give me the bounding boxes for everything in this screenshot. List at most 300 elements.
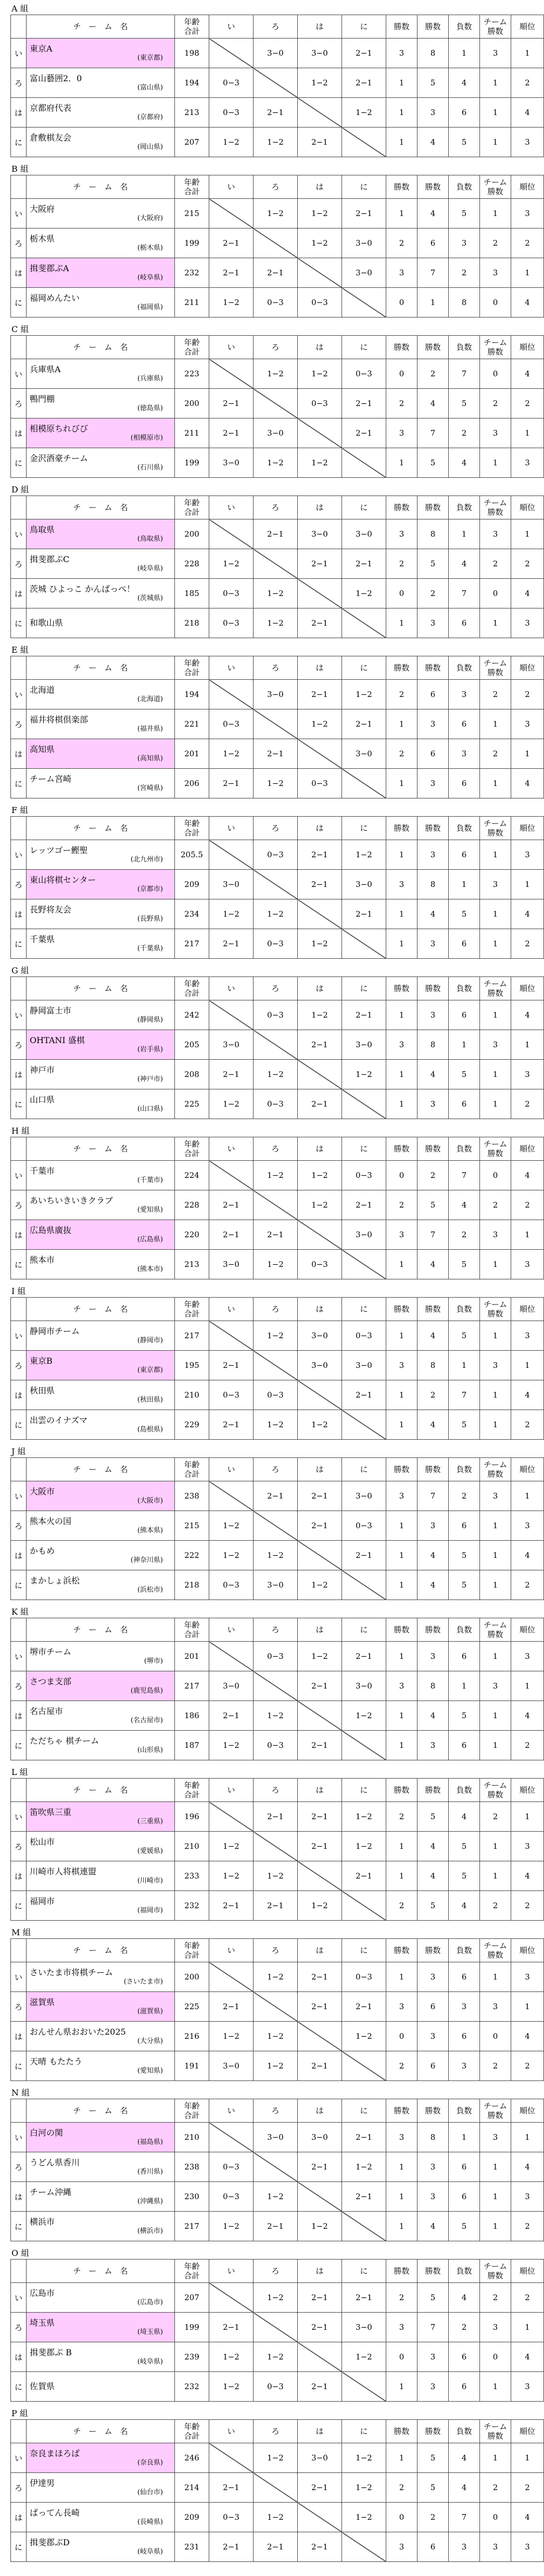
header-row [11, 1939, 544, 1962]
match-score: 2−1 [342, 199, 386, 229]
match-score: 1−2 [342, 2152, 386, 2182]
rank: 3 [511, 709, 544, 739]
team-name: 栃木県 [30, 234, 55, 244]
header-opponent-ni: に [342, 336, 386, 359]
losses-count: 3 [449, 229, 480, 258]
rank: 1 [511, 1351, 544, 1380]
team-cell [27, 1642, 175, 1671]
self-match-cell [342, 1410, 386, 1440]
table-row [11, 288, 544, 318]
header-opponent-ha: は [298, 1618, 342, 1642]
header-opponent-ha: は [298, 2260, 342, 2283]
header-wins: 勝数 [386, 175, 418, 199]
wins-count: 1 [386, 1731, 418, 1760]
rank: 1 [511, 1802, 544, 1832]
self-match-cell [254, 389, 298, 418]
header-rank: 順位 [511, 336, 544, 359]
wins-count: 1 [386, 1541, 418, 1570]
table-row [11, 2123, 544, 2152]
row-label: に [11, 2532, 27, 2562]
wins-count: 1 [386, 1380, 418, 1410]
game-wins-count: 7 [418, 258, 449, 288]
game-wins-count: 3 [418, 2152, 449, 2182]
match-score: 0−3 [254, 1731, 298, 1760]
header-team-wins [480, 1458, 511, 1481]
wins-count: 1 [386, 2212, 418, 2241]
team-region: (熊本県) [137, 1527, 163, 1534]
header-opponent-ni: に [342, 1779, 386, 1802]
rank: 1 [511, 2123, 544, 2152]
age-total: 209 [175, 870, 209, 899]
header-team-wins [480, 1779, 511, 1802]
table-row [11, 1962, 544, 1992]
wins-count: 3 [386, 418, 418, 448]
age-total: 213 [175, 1250, 209, 1279]
team-wins-count: 1 [480, 128, 511, 157]
team-cell [27, 870, 175, 899]
team-wins-count: 1 [480, 1000, 511, 1030]
header-team-name: チ ー ム 名 [27, 1779, 175, 1802]
team-region: (徳島県) [137, 404, 163, 412]
team-region: (岡山県) [137, 143, 163, 151]
row-label: に [11, 2372, 27, 2402]
match-score: 2−1 [254, 1220, 298, 1250]
team-region: (石川県) [137, 464, 163, 472]
group-section [10, 484, 533, 644]
match-score: 2−1 [342, 709, 386, 739]
match-score: 3−0 [298, 1321, 342, 1351]
league-table [10, 2259, 544, 2402]
rank: 3 [511, 1511, 544, 1541]
rank: 3 [511, 2182, 544, 2212]
self-match-cell [209, 840, 254, 870]
match-score: 3−0 [298, 2443, 342, 2473]
team-wins-count: 0 [480, 2342, 511, 2372]
match-score: 2−1 [209, 418, 254, 448]
match-score: 1−2 [342, 2503, 386, 2532]
row-label: に [11, 2051, 27, 2081]
header-team-wins-line1: チーム [483, 979, 507, 988]
team-cell [27, 549, 175, 579]
wins-count: 1 [386, 709, 418, 739]
team-wins-count: 2 [480, 229, 511, 258]
team-cell [27, 389, 175, 418]
header-wins: 勝数 [386, 1298, 418, 1321]
team-name: うどん県香川 [30, 2158, 80, 2167]
team-cell [27, 2503, 175, 2532]
row-label: は [11, 2503, 27, 2532]
header-opponent-i: い [209, 175, 254, 199]
header-team-wins-line1: チーム [483, 1620, 507, 1630]
wins-count: 0 [386, 288, 418, 318]
header-opponent-ha: は [298, 1298, 342, 1321]
header-age-total-line1: 年齢 [184, 1620, 200, 1630]
game-wins-count: 8 [418, 1671, 449, 1701]
team-region: (富山県) [137, 84, 163, 92]
wins-count: 3 [386, 1220, 418, 1250]
header-row [11, 2260, 544, 2283]
match-score: 2−1 [209, 258, 254, 288]
team-cell [27, 1511, 175, 1541]
header-game-wins: 勝数 [418, 2420, 449, 2443]
self-match-cell [298, 2503, 342, 2532]
losses-count: 6 [449, 840, 480, 870]
rank: 1 [511, 1992, 544, 2022]
table-row [11, 709, 544, 739]
team-wins-count: 2 [480, 2283, 511, 2313]
match-score: 3−0 [298, 1351, 342, 1380]
team-region: (名古屋市) [130, 1717, 163, 1724]
wins-count: 1 [386, 68, 418, 98]
self-match-cell [254, 1511, 298, 1541]
table-row [11, 1321, 544, 1351]
team-region: (福岡県) [137, 303, 163, 311]
header-opponent-ro: ろ [254, 2099, 298, 2123]
header-opponent-ha: は [298, 1779, 342, 1802]
header-opponent-ha: は [298, 2099, 342, 2123]
table-row [11, 2152, 544, 2182]
team-wins-count: 1 [480, 840, 511, 870]
match-score: 2−1 [342, 1000, 386, 1030]
self-match-cell [298, 1220, 342, 1250]
self-match-cell [209, 2123, 254, 2152]
losses-count: 6 [449, 608, 480, 638]
header-age-total-line2: 合計 [184, 2271, 200, 2280]
match-score: 2−1 [298, 2313, 342, 2342]
team-cell [27, 2022, 175, 2051]
game-wins-count: 5 [418, 2283, 449, 2313]
wins-count: 0 [386, 2503, 418, 2532]
team-wins-count: 1 [480, 1321, 511, 1351]
table-row [11, 608, 544, 638]
wins-count: 1 [386, 1701, 418, 1731]
rank: 4 [511, 359, 544, 389]
team-cell [27, 1220, 175, 1250]
team-cell [27, 1321, 175, 1351]
self-match-cell [342, 128, 386, 157]
game-wins-count: 6 [418, 229, 449, 258]
header-team-name: チ ー ム 名 [27, 1939, 175, 1962]
match-score: 2−1 [209, 769, 254, 798]
team-wins-count: 2 [480, 2051, 511, 2081]
rank: 2 [511, 2473, 544, 2503]
team-cell [27, 2051, 175, 2081]
header-age-total-line2: 合計 [184, 1469, 200, 1479]
age-total: 225 [175, 1089, 209, 1119]
match-score: 3−0 [342, 2313, 386, 2342]
table-row [11, 1891, 544, 1921]
table-row [11, 98, 544, 128]
match-score: 1−2 [298, 709, 342, 739]
match-score: 3−0 [209, 2051, 254, 2081]
match-score: 1−2 [254, 1321, 298, 1351]
header-age-total [175, 656, 209, 680]
row-label: は [11, 418, 27, 448]
header-opponent-ni: に [342, 496, 386, 519]
team-region: (福岡市) [137, 1907, 163, 1914]
rank: 4 [511, 1701, 544, 1731]
team-name: 松山市 [30, 1837, 55, 1847]
losses-count: 3 [449, 739, 480, 769]
team-wins-count: 3 [480, 1351, 511, 1380]
header-age-total-line2: 合計 [184, 1149, 200, 1158]
match-score: 2−1 [298, 549, 342, 579]
match-score: 1−2 [254, 1161, 298, 1190]
row-label: に [11, 1891, 27, 1921]
match-score: 3−0 [342, 258, 386, 288]
match-score: 3−0 [254, 2123, 298, 2152]
row-label: は [11, 1060, 27, 1089]
header-game-wins: 勝数 [418, 1618, 449, 1642]
header-opponent-i: い [209, 1939, 254, 1962]
self-match-cell [342, 2212, 386, 2241]
header-game-wins: 勝数 [418, 336, 449, 359]
losses-count: 1 [449, 2123, 480, 2152]
header-team-wins [480, 977, 511, 1000]
losses-count: 6 [449, 1000, 480, 1030]
header-team-wins [480, 2099, 511, 2123]
losses-count: 6 [449, 1642, 480, 1671]
header-opponent-ro: ろ [254, 977, 298, 1000]
header-blank [11, 656, 27, 680]
group-section [10, 324, 533, 484]
group-title: J 組 [11, 1446, 26, 1456]
wins-count: 1 [386, 2182, 418, 2212]
match-score: 1−2 [298, 359, 342, 389]
header-age-total-line2: 合計 [184, 507, 200, 517]
header-blank [11, 977, 27, 1000]
match-score: 0−3 [209, 579, 254, 608]
rank: 4 [511, 1000, 544, 1030]
match-score: 2−1 [298, 870, 342, 899]
team-wins-count: 1 [480, 1962, 511, 1992]
header-losses: 負数 [449, 977, 480, 1000]
rank: 1 [511, 519, 544, 549]
header-opponent-i: い [209, 1618, 254, 1642]
header-team-wins [480, 175, 511, 199]
table-row [11, 1642, 544, 1671]
team-name: 広島市 [30, 2288, 55, 2298]
header-row [11, 496, 544, 519]
wins-count: 2 [386, 229, 418, 258]
self-match-cell [254, 1992, 298, 2022]
team-wins-count: 1 [480, 1410, 511, 1440]
team-cell [27, 1000, 175, 1030]
header-team-wins-line2: 勝数 [487, 347, 503, 357]
team-cell [27, 1030, 175, 1060]
wins-count: 3 [386, 1481, 418, 1511]
match-score: 2−1 [298, 2051, 342, 2081]
wins-count: 0 [386, 359, 418, 389]
match-score: 1−2 [254, 359, 298, 389]
header-rank: 順位 [511, 2099, 544, 2123]
header-opponent-ha: は [298, 817, 342, 840]
game-wins-count: 6 [418, 2051, 449, 2081]
team-cell [27, 579, 175, 608]
match-score: 2−1 [209, 1351, 254, 1380]
match-score: 1−2 [298, 1161, 342, 1190]
group-section [10, 1286, 533, 1446]
header-wins: 勝数 [386, 2260, 418, 2283]
match-score: 2−1 [298, 1802, 342, 1832]
team-cell [27, 1731, 175, 1760]
match-score: 1−2 [342, 1802, 386, 1832]
match-score: 1−2 [298, 448, 342, 478]
age-total: 215 [175, 199, 209, 229]
rank: 4 [511, 1161, 544, 1190]
table-row [11, 680, 544, 709]
team-name: 静岡富士市 [30, 1006, 72, 1016]
header-opponent-ha: は [298, 656, 342, 680]
team-wins-count: 1 [480, 1570, 511, 1600]
row-label: に [11, 1731, 27, 1760]
match-score: 1−2 [298, 2212, 342, 2241]
header-team-wins-line2: 勝数 [487, 828, 503, 837]
team-cell [27, 608, 175, 638]
rank: 3 [511, 1250, 544, 1279]
team-region: (東京都) [137, 54, 163, 62]
header-team-wins-line1: チーム [483, 1460, 507, 1469]
losses-count: 5 [449, 1321, 480, 1351]
team-region: (兵庫県) [137, 375, 163, 383]
wins-count: 1 [386, 769, 418, 798]
table-row [11, 870, 544, 899]
wins-count: 0 [386, 579, 418, 608]
game-wins-count: 2 [418, 2503, 449, 2532]
row-label: い [11, 359, 27, 389]
match-score: 2−1 [209, 1060, 254, 1089]
header-losses: 負数 [449, 2260, 480, 2283]
age-total: 210 [175, 2123, 209, 2152]
match-score: 2−1 [254, 2532, 298, 2562]
age-total: 198 [175, 39, 209, 68]
game-wins-count: 3 [418, 2342, 449, 2372]
row-label: は [11, 1541, 27, 1570]
team-region: (京都府) [137, 113, 163, 121]
team-name: 和歌山県 [30, 618, 64, 628]
group-section [10, 644, 533, 805]
self-match-cell [298, 739, 342, 769]
row-label: い [11, 2123, 27, 2152]
header-wins: 勝数 [386, 336, 418, 359]
league-table [10, 816, 544, 959]
rank: 1 [511, 2313, 544, 2342]
header-rank: 順位 [511, 15, 544, 39]
match-score: 3−0 [209, 448, 254, 478]
match-score: 1−2 [254, 2342, 298, 2372]
losses-count: 8 [449, 288, 480, 318]
game-wins-count: 3 [418, 929, 449, 959]
age-total: 246 [175, 2443, 209, 2473]
table-row [11, 2473, 544, 2503]
header-opponent-ni: に [342, 175, 386, 199]
self-match-cell [209, 1642, 254, 1671]
table-row [11, 1220, 544, 1250]
team-region: (福井県) [137, 725, 163, 733]
wins-count: 3 [386, 519, 418, 549]
table-row [11, 739, 544, 769]
header-rank: 順位 [511, 1618, 544, 1642]
rank: 2 [511, 929, 544, 959]
match-score: 0−3 [254, 1642, 298, 1671]
team-cell [27, 199, 175, 229]
game-wins-count: 3 [418, 769, 449, 798]
match-score: 2−1 [342, 2123, 386, 2152]
rank: 3 [511, 2372, 544, 2402]
match-score: 1−2 [254, 1250, 298, 1279]
team-wins-count: 1 [480, 709, 511, 739]
team-region: (千葉県) [137, 945, 163, 953]
team-wins-count: 1 [480, 1861, 511, 1891]
self-match-cell [342, 288, 386, 318]
team-cell [27, 1481, 175, 1511]
rank: 3 [511, 1321, 544, 1351]
table-row [11, 769, 544, 798]
match-score: 2−1 [209, 2313, 254, 2342]
header-blank [11, 1779, 27, 1802]
table-row [11, 128, 544, 157]
group-title: O 組 [11, 2248, 30, 2258]
wins-count: 1 [386, 1511, 418, 1541]
self-match-cell [342, 1570, 386, 1600]
row-label: い [11, 39, 27, 68]
match-score: 1−2 [209, 1511, 254, 1541]
team-cell [27, 769, 175, 798]
header-opponent-i: い [209, 656, 254, 680]
header-age-total-line2: 合計 [184, 1790, 200, 1799]
team-name: 横浜市 [30, 2217, 55, 2227]
team-cell [27, 418, 175, 448]
match-score: 1−2 [254, 899, 298, 929]
match-score: 2−1 [342, 1541, 386, 1570]
rank: 4 [511, 2503, 544, 2532]
header-team-wins-line2: 勝数 [487, 1149, 503, 1158]
team-wins-count: 3 [480, 2123, 511, 2152]
match-score: 2−1 [342, 549, 386, 579]
header-blank [11, 15, 27, 39]
match-score: 2−1 [254, 2212, 298, 2241]
team-cell [27, 258, 175, 288]
header-opponent-i: い [209, 977, 254, 1000]
match-score: 1−2 [342, 1832, 386, 1861]
header-team-wins-line2: 勝数 [487, 2111, 503, 2120]
game-wins-count: 4 [418, 389, 449, 418]
team-name: 東京B [30, 1356, 53, 1366]
age-total: 242 [175, 1000, 209, 1030]
header-team-wins-line1: チーム [483, 2422, 507, 2431]
game-wins-count: 3 [418, 1000, 449, 1030]
team-region: (愛知県) [137, 2067, 163, 2075]
team-cell [27, 2283, 175, 2313]
team-wins-count: 3 [480, 258, 511, 288]
team-name: さいたま市将棋チーム [30, 1968, 113, 1977]
header-team-wins-line2: 勝数 [487, 2431, 503, 2441]
team-cell [27, 1861, 175, 1891]
match-score: 1−2 [298, 199, 342, 229]
age-total: 201 [175, 739, 209, 769]
match-score: 0−3 [298, 769, 342, 798]
team-name: 鳥取県 [30, 525, 55, 535]
table-row [11, 549, 544, 579]
match-score: 3−0 [342, 739, 386, 769]
table-row [11, 2051, 544, 2081]
row-label: ろ [11, 68, 27, 98]
header-wins: 勝数 [386, 1779, 418, 1802]
match-score: 2−1 [209, 1410, 254, 1440]
header-team-name: チ ー ム 名 [27, 656, 175, 680]
team-region: (熊本市) [137, 1265, 163, 1273]
self-match-cell [298, 418, 342, 448]
